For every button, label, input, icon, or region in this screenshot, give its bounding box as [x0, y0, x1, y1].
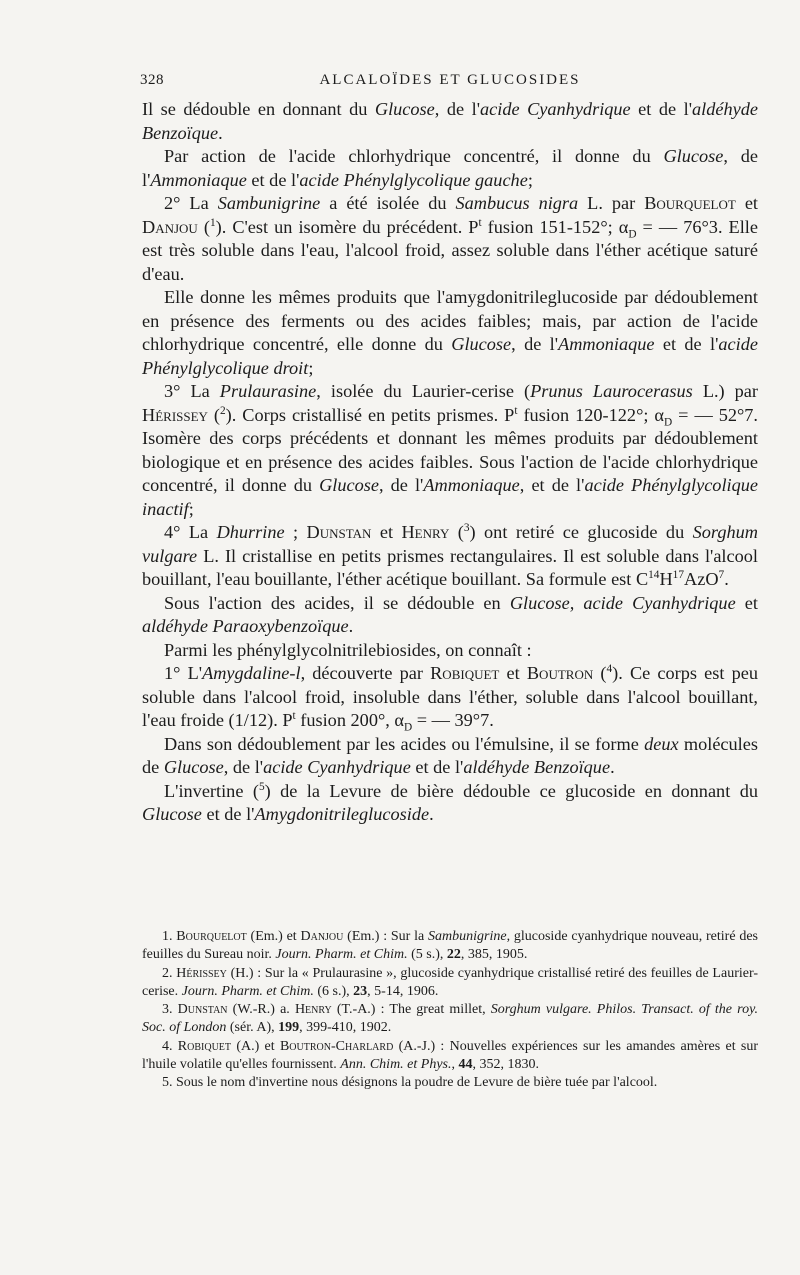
paragraph: Sous l'action des acides, il se dédouble en Glucose, acide Cyanhydrique et aldéhyde Paraoxybenzoïque. [142, 592, 758, 636]
paragraph: 4° La Dhurrine ; Dunstan et Henry ($^3$) ont retiré ce glucoside du Sorghum vulgare L. Il cristallise en petits prismes rectangulaires. Il est soluble dans l'alcool bouillant, l'eau bouillante, l'éther acétique bouillant. Sa formule est $C^{14}H^{17}AzO^7$. [142, 521, 758, 589]
paragraph: Elle donne les mêmes produits que l'amygdonitrileglucoside par dédoublement en présence des ferments ou des acides faibles; mais, par action de l'acide chlorhydrique concentré, elle donne du Glucose, de l'Ammoniaque et de l'acide Phénylglycolique droit; [142, 287, 758, 378]
paragraph: Par action de l'acide chlorhydrique concentré, il donne du Glucose, de l'Ammoniaque et de l'acide Phénylglycolique gauche; [142, 146, 758, 190]
footnote: 4. Robiquet (A.) et Boutron-Charlard (A.-J.) : Nouvelles expériences sur les amandes amères et sur l'huile volatile qu'elles fournissent. Ann. Chim. et Phys., 44, 352, 1830. [142, 1038, 758, 1073]
paragraph: Il se dédouble en donnant du Glucose, de l'acide Cyanhydrique et de l'aldéhyde Benzoïque. [142, 99, 758, 143]
running-head: ALCALOÏDES ET GLUCOSIDES [319, 72, 581, 88]
footnote: 5. Sous le nom d'invertine nous désignons la poudre de Levure de bière tuée par l'alcool. [162, 1075, 658, 1091]
paragraph: Dans son dédoublement par les acides ou l'émulsine, il se forme deux molécules de Glucose, de l'acide Cyanhydrique et de l'aldéhyde Benzoïque. [142, 733, 758, 777]
page-number: 328 [140, 72, 164, 88]
footnotes [142, 928, 758, 1093]
page-header [140, 72, 760, 94]
paragraph: Parmi les phénylglycolnitrilebiosides, on connaît : [164, 639, 532, 660]
paragraph: 3° La Prulaurasine, isolée du Laurier-cerise (Prunus Laurocerasus L.) par Hérissey ($^2$). Corps cristallisé en petits prismes. $P^t$ fusion 120-122°; $\alpha_D$ = — 52°7. Isomère des corps précédents et donnant les mêmes produits par dédoublement biologique et en présence des acides faibles. Sous l'action de l'acide chlorhydrique concentré, il donne du Glucose, de l'Ammoniaque, et de l'acide Phénylglycolique inactif; [142, 381, 759, 519]
footnote: 2. Hérissey (H.) : Sur la « Prulaurasine », glucoside cyanhydrique cristallisé retiré des feuilles de Laurier-cerise. Journ. Pharm. et Chim. (6 s.), 23, 5-14, 1906. [142, 965, 759, 999]
footnote: 3. Dunstan (W.-R.) a. Henry (T.-A.) : The great millet, Sorghum vulgare. Philos. Transact. of the roy. Soc. of London (sér. A), 199, 399-410, 1902. [142, 1002, 759, 1036]
paragraph: 1° L'Amygdaline-l, découverte par Robiquet et Boutron ($^4$). Ce corps est peu soluble dans l'alcool froid, insoluble dans l'éther, soluble dans l'alcool bouillant, l'eau froide (1/12). $P^t$ fusion 200°, $\alpha_D$ = — 39°7. [142, 662, 758, 734]
paragraph: L'invertine ($^5$) de la Levure de bière dédouble ce glucoside en donnant du Glucose et de l'Amygdonitrileglucoside. [142, 780, 758, 824]
paragraph: 2° La Sambunigrine a été isolée du Sambucus nigra L. par Bourquelot et Danjou ($^1$). C'est un isomère du précédent. $P^t$ fusion 151-152°; $\alpha_D$ = — 76°3. Elle est très soluble dans l'eau, l'alcool froid, assez soluble dans l'éther acétique saturé d'eau. [142, 193, 759, 284]
footnote: 1. Bourquelot (Em.) et Danjou (Em.) : Sur la Sambunigrine, glucoside cyanhydrique nouveau, retiré des feuilles du Sureau noir. Journ. Pharm. et Chim. (5 s.), 22, 385, 1905. [142, 929, 758, 963]
body-text [142, 98, 758, 827]
